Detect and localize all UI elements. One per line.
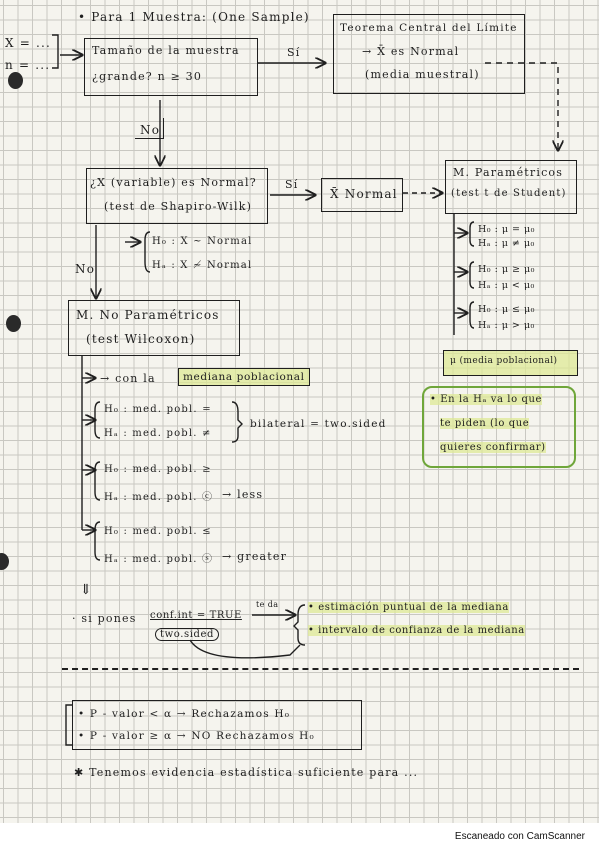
side-label-n: n = ... — [5, 58, 51, 72]
no-label-1-box — [135, 118, 164, 139]
nonparam-ha-3: Hₐ : med. pobl. ⓢ — [104, 554, 214, 565]
normality-line2: (test de Shapiro-Wilk) — [104, 200, 253, 213]
parametric-h0-1: H₀ : μ = μ₀ — [478, 224, 535, 235]
nonparam-note-2: → less — [222, 488, 264, 501]
note-line2: te piden (lo que — [440, 418, 530, 429]
te-da-label: te da — [256, 600, 279, 609]
yes-label-2: Sí — [285, 178, 299, 191]
page-title: • Para 1 Muestra: (One Sample) — [78, 10, 310, 24]
parametric-h0-2: H₀ : μ ≥ μ₀ — [478, 264, 535, 275]
mediana-prefix: → con la — [100, 372, 156, 385]
normality-h0: H₀ : X ~ Normal — [152, 236, 253, 247]
xbar-normal-label: X̄ Normal — [330, 187, 398, 201]
parametric-ha-3: Hₐ : μ > μ₀ — [478, 320, 535, 331]
nonparam-h0-1: H₀ : med. pobl. = — [104, 404, 212, 415]
parametric-ha-2: Hₐ : μ < μ₀ — [478, 280, 535, 291]
note-line1: • En la Hₐ va lo que — [430, 394, 543, 405]
normality-ha: Hₐ : X ≁ Normal — [152, 260, 253, 271]
yes-label-1: Sí — [287, 46, 301, 59]
conf-item-1: • estimación puntual de la mediana — [308, 602, 509, 613]
sample-size-line2: ¿grande? n ≥ 30 — [92, 70, 203, 83]
nonparam-ha-1: Hₐ : med. pobl. ≠ — [104, 428, 212, 439]
pvalue-row-1: • P - valor < α → Rechazamos H₀ — [78, 708, 291, 720]
no-label-1: No — [140, 123, 161, 137]
nonparametric-line2: (test Wilcoxon) — [86, 332, 196, 346]
parametric-ha-1: Hₐ : μ ≠ μ₀ — [478, 238, 535, 249]
scanner-watermark: Escaneado con CamScanner — [454, 831, 585, 842]
tcl-line3: (media muestral) — [365, 68, 480, 81]
sample-size-line1: Tamaño de la muestra — [92, 44, 240, 57]
nonparam-ha-2: Hₐ : med. pobl. ⓒ — [104, 492, 214, 503]
conf-int-label: conf.int = TRUE — [150, 610, 242, 621]
parametric-line1: M. Paramétricos — [453, 166, 564, 179]
nonparam-note-1: bilateral = two.sided — [250, 418, 387, 430]
mu-population-label: μ (media poblacional) — [450, 356, 558, 366]
nonparam-h0-2: H₀ : med. pobl. ≥ — [104, 464, 212, 475]
normality-line1: ¿X (variable) es Normal? — [90, 176, 257, 189]
no-label-2: No — [75, 262, 96, 276]
nonparam-h0-3: H₀ : med. pobl. ≤ — [104, 526, 212, 537]
tcl-line2: → X̄ es Normal — [362, 45, 460, 58]
section-separator — [62, 668, 579, 670]
tcl-line1: Teorema Central del Límite — [340, 22, 518, 34]
parametric-h0-3: H₀ : μ ≤ μ₀ — [478, 304, 535, 315]
pvalue-row-2: • P - valor ≥ α → NO Rechazamos H₀ — [78, 730, 315, 742]
si-pones-label: · si pones — [72, 612, 137, 625]
note-line3: quieres confirmar) — [440, 442, 546, 453]
mediana-label: mediana poblacional — [178, 368, 310, 386]
conf-item-2: • intervalo de confianza de la mediana — [308, 625, 525, 636]
nonparam-note-3: → greater — [222, 550, 288, 563]
two-sided-label: two.sided — [155, 628, 219, 641]
side-label-x: X = ... — [5, 36, 52, 50]
conclusion-text: ✱ Tenemos evidencia estadística suficiente para ... — [74, 766, 419, 779]
parametric-line2: (test t de Student) — [451, 188, 567, 199]
nonparametric-line1: M. No Paramétricos — [76, 308, 220, 322]
down-arrow: ⇓ — [80, 582, 93, 598]
